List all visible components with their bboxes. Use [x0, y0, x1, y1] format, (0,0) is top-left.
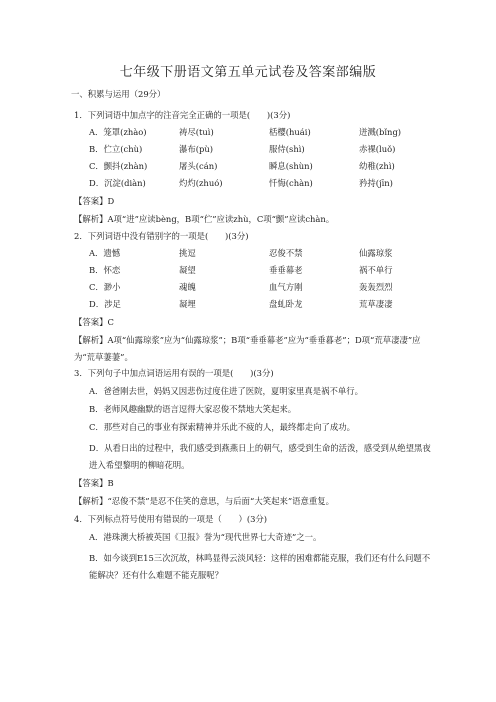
option-cell: A．遗憾: [89, 248, 121, 258]
question-3-analysis: 【解析】“忍俊不禁”是忍不住笑的意思，与后面“大笑起来”语意重复。: [74, 496, 334, 506]
option-cell: 魂魄: [179, 282, 196, 292]
option-cell: 血气方刚: [269, 282, 303, 292]
option-cell: 轰轰烈烈: [359, 282, 393, 292]
option-cell: 迸溅(bǐng): [359, 127, 402, 137]
option-cell: 仙露琼浆: [359, 248, 393, 258]
option-cell: 挑逗: [179, 248, 196, 258]
option-cell: 祸不单行: [359, 265, 393, 275]
question-1-row-d: [89, 179, 449, 187]
question-3-option-c: C．那些对自己的事业有探索精神并乐此不疲的人，最终都走向了成功。: [89, 422, 356, 432]
question-1-row-b: [89, 145, 449, 153]
question-2-answer: 【答案】C: [74, 317, 114, 327]
option-cell: 赤裸(luǒ): [359, 144, 396, 154]
option-cell: 屠头(cán): [179, 161, 218, 171]
option-cell: D．沉淀(diàn): [89, 178, 146, 188]
option-cell: A．笼罩(zhào): [89, 127, 147, 137]
question-1-answer: 【答案】D: [74, 196, 115, 206]
option-cell: 矜持(jīn): [359, 178, 393, 188]
question-4-stem: 4．下列标点符号使用有错误的一项是（ ）(3分): [74, 514, 268, 524]
option-cell: C．颤抖(zhàn): [89, 161, 148, 171]
question-2-row-b: [89, 266, 449, 274]
option-cell: 忏悔(chàn): [269, 178, 313, 188]
document-title: 七年级下册语文第五单元试卷及答案部编版: [119, 65, 377, 80]
question-2-stem: 2．下列词语中没有错别字的一项是( )(3分): [74, 231, 249, 241]
question-1-row-c: [89, 162, 449, 170]
section-heading: 一、积累与运用（29分）: [71, 89, 166, 99]
option-cell: 幼稚(zhì): [359, 161, 395, 171]
option-cell: D．涉足: [89, 299, 121, 309]
option-cell: 瞬息(shùn): [269, 161, 313, 171]
option-cell: C．渺小: [89, 282, 121, 292]
question-2-row-a: [89, 249, 449, 257]
option-cell: 盘虬卧龙: [269, 299, 303, 309]
question-1-stem: 1．下列词语中加点字的注音完全正确的一项是( )(3分): [74, 110, 291, 120]
option-cell: 荒草凄凄: [359, 299, 393, 309]
option-cell: B．怀恋: [89, 265, 121, 275]
option-cell: B．伫立(chù): [89, 144, 143, 154]
question-2-analysis: 【解析】A项“仙露琼浆”应为“仙露琼浆”；B项“垂垂幕老”应为“垂垂暮老”；D项“荒草凄凄”应为“荒草萋萋”。: [74, 335, 421, 362]
option-cell: 祷尽(tuì): [179, 127, 214, 137]
question-2-row-d: [89, 300, 449, 308]
option-cell: 灼灼(zhuó): [179, 178, 223, 188]
question-1-analysis: 【解析】A项“进”应读bèng，B项“伫”应读zhù，C项“颤”应读chàn。: [74, 214, 335, 224]
question-3-stem: 3．下列句子中加点词语运用有误的一项是( )(3分): [74, 368, 274, 378]
option-cell: 忍俊不禁: [269, 248, 303, 258]
option-cell: 凝埋: [179, 299, 196, 309]
option-cell: 服侍(shì): [269, 144, 305, 154]
option-cell: 瀑布(pù): [179, 144, 214, 154]
option-cell: 凝望: [179, 265, 196, 275]
question-3-answer: 【答案】B: [74, 478, 114, 488]
question-1-row-a: [89, 128, 449, 136]
question-4-option-a: A．港珠澳大桥被英国《卫报》誉为“现代世界七大奇迹”之一。: [89, 532, 322, 542]
option-cell: 垂垂幕老: [269, 265, 303, 275]
question-3-option-b: B．老师风趣幽默的语言逗得大家忍俊不禁地大笑起来。: [89, 404, 297, 414]
question-3-option-a: A．爸爸刚去世，妈妈又因悲伤过度住进了医院，夏明家里真是祸不单行。: [89, 386, 364, 396]
question-4-option-b: B．如今谈到E15三次沉故，林鸣显得云淡风轻：这样的困难都能克服，我们还有什么问题不能解决？还有什么难题不能克服呢？: [89, 553, 431, 580]
option-cell: 栝樱(huái): [269, 127, 311, 137]
question-3-option-d: D．从看日出的过程中，我们感受到燕燕日上的朝气，感受到生命的活泼，感受到从绝望黑夜进入希望黎明的柳暗花明。: [89, 443, 431, 470]
question-2-row-c: [89, 283, 449, 291]
